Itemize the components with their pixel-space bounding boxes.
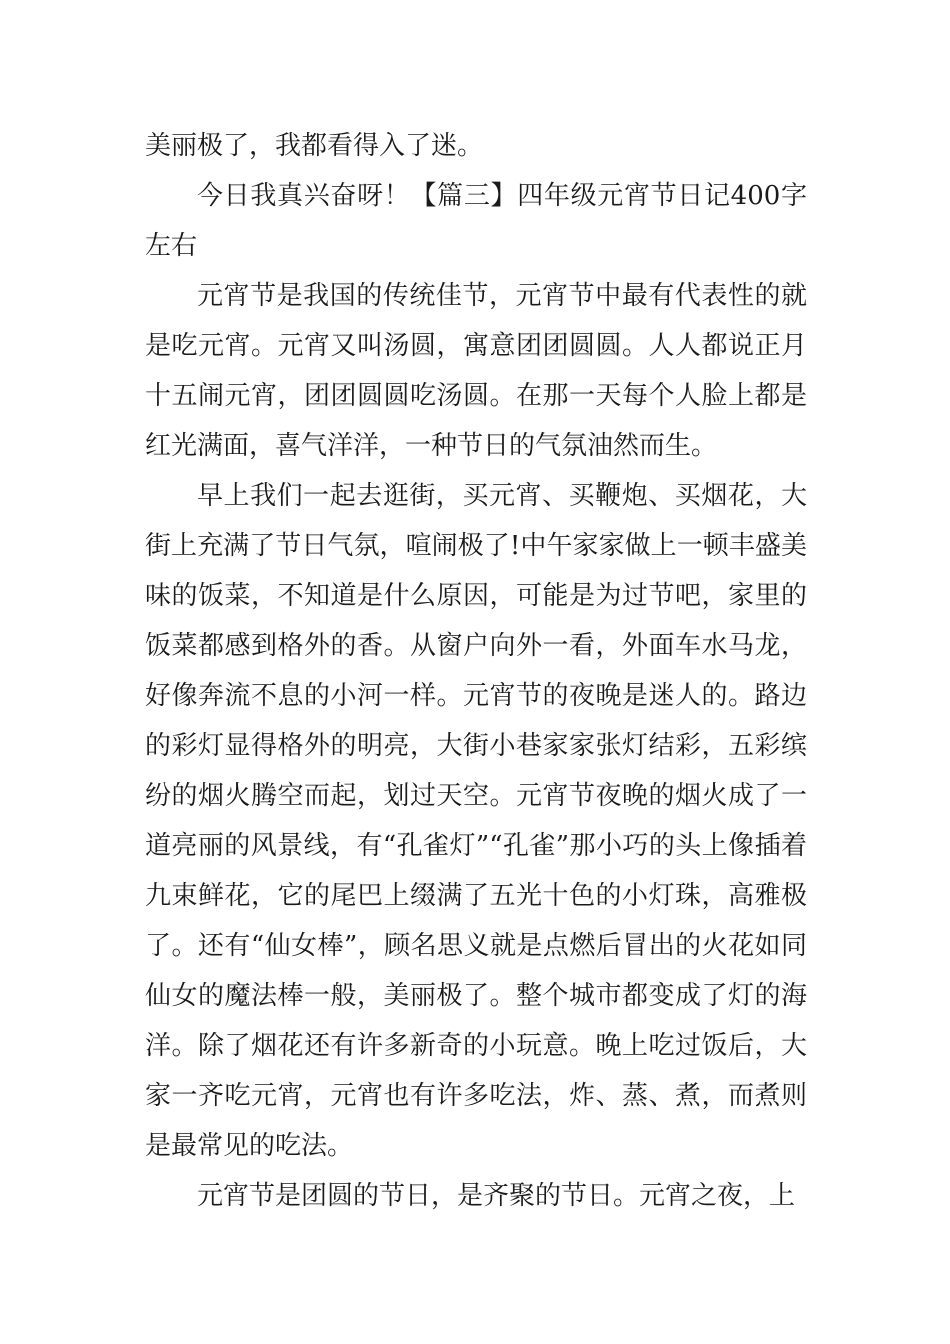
paragraph-closing: 元宵节是团圆的节日，是齐聚的节日。元宵之夜，上 [197, 1181, 796, 1211]
paragraph-intro: 元宵节是我国的传统佳节，元宵节中最有代表性的就是吃元宵。元宵又叫汤圆，寓意团团圆圆。人人都说正月十五闹元宵，团团圆圆吃汤圆。在那一天每个人脸上都是红光满面，喜气洋洋，一种节日的气氛油然而生。 [145, 281, 807, 461]
paragraph-section-heading: 今日我真兴奋呀！【篇三】四年级元宵节日记400字左右 [145, 181, 807, 261]
document-body [145, 121, 807, 1221]
paragraph-main: 早上我们一起去逛街，买元宵、买鞭炮、买烟花，大街上充满了节日气氛，喧闹极了!中午家家做上一顿丰盛美味的饭菜，不知道是什么原因，可能是为过节吧，家里的饭菜都感到格外的香。从窗户向外一看，外面车水马龙，好像奔流不息的小河一样。元宵节的夜晚是迷人的。路边的彩灯显得格外的明亮，大街小巷家家张灯结彩，五彩缤纷的烟火腾空而起，划过天空。元宵节夜晚的烟火成了一道亮丽的风景线，有“孔雀灯”“孔雀”那小巧的头上像插着九束鲜花，它的尾巴上缀满了五光十色的小灯珠，高雅极了。还有“仙女棒”，顾名思义就是点燃后冒出的火花如同仙女的魔法棒一般，美丽极了。整个城市都变成了灯的海洋。除了烟花还有许多新奇的小玩意。晚上吃过饭后，大家一齐吃元宵，元宵也有许多吃法，炸、蒸、煮，而煮则是最常见的吃法。 [145, 481, 807, 1161]
paragraph-continuation: 美丽极了，我都看得入了迷。 [145, 131, 484, 161]
